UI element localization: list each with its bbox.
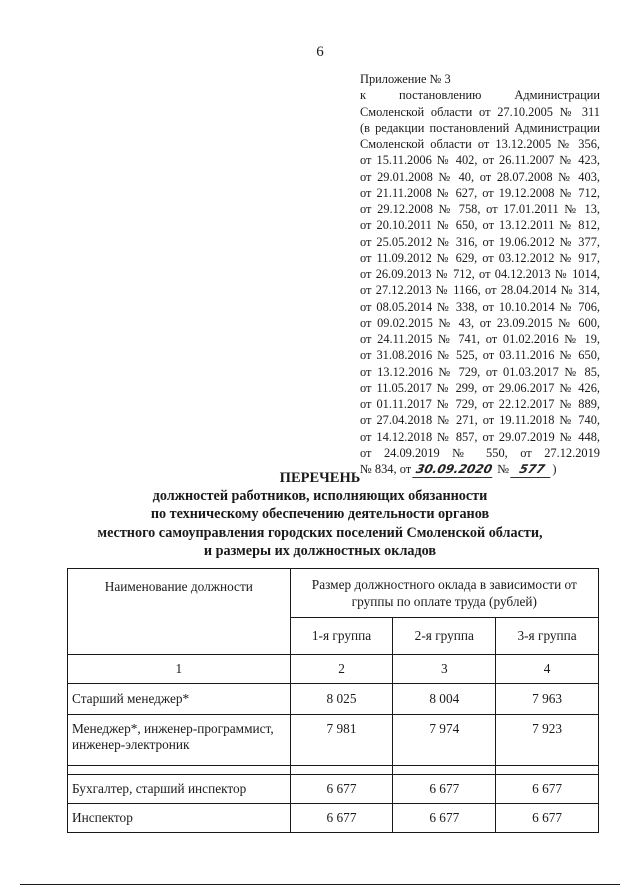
appendix-line: от 11.05.2017 № 299, от 29.06.2017 № 426,: [360, 380, 600, 395]
salary-value: 7 974: [393, 715, 496, 766]
header-position-name: Наименование должности: [68, 569, 291, 655]
table-spacer-row: [68, 766, 599, 775]
appendix-line: от 27.12.2013 № 1166, от 28.04.2014 № 314,: [360, 283, 600, 298]
handwritten-number: 577: [510, 461, 554, 478]
column-number: 2: [290, 655, 393, 684]
appendix-line: от 31.08.2016 № 525, от 03.11.2016 № 650,: [360, 348, 600, 363]
page-bottom-rule: [20, 884, 620, 885]
salary-value: 6 677: [496, 804, 599, 833]
appendix-line: от 11.09.2012 № 629, от 03.12.2012 № 917,: [360, 250, 600, 265]
group-3-header: 3-я группа: [496, 618, 599, 655]
column-number: 1: [68, 655, 291, 684]
header-salary-by-group: Размер должностного оклада в зависимости от группы по оплате труда (рублей): [290, 569, 598, 618]
title-line: должностей работников, исполняющих обязанности: [152, 488, 488, 505]
appendix-line: Смоленской области от 13.12.2005 № 356,: [360, 137, 600, 151]
final-prefix: № 834, от: [360, 462, 412, 476]
salary-value: 7 981: [290, 715, 393, 766]
column-number: 4: [496, 655, 599, 684]
table-row: [68, 775, 599, 804]
title-line: местного самоуправления городских поселений Смоленской области,: [97, 524, 543, 541]
appendix-line: от 26.09.2013 № 712, от 04.12.2013 № 1014,: [360, 267, 600, 281]
title-line: по техническому обеспечению деятельности органов: [150, 506, 490, 523]
handwritten-date: 30.09.2020: [412, 461, 496, 478]
appendix-line: Смоленской области от 27.10.2005 № 311: [360, 104, 600, 119]
page-number: 6: [316, 44, 324, 60]
document-title: [0, 469, 640, 560]
appendix-line: от 13.12.2016 № 729, от 01.03.2017 № 85,: [360, 364, 600, 379]
salary-value: 8 025: [290, 684, 393, 715]
salary-value: 7 923: [496, 715, 599, 766]
salary-value: 6 677: [496, 775, 599, 804]
table-row: [68, 684, 599, 715]
appendix-line: к постановлению Администрации: [360, 88, 600, 103]
appendix-line: от 08.05.2014 № 338, от 10.10.2014 № 706,: [360, 299, 600, 314]
group-2-header: 2-я группа: [393, 618, 496, 655]
final-suffix: ): [552, 462, 557, 476]
position-name: Менеджер*, инженер-программист, инженер-электроник: [68, 715, 291, 766]
position-name: Бухгалтер, старший инспектор: [68, 775, 291, 804]
salary-value: 6 677: [290, 804, 393, 833]
table-row: [68, 804, 599, 833]
table-row: [68, 715, 599, 766]
appendix-line: от 25.05.2012 № 316, от 19.06.2012 № 377,: [360, 234, 600, 249]
salary-value: 8 004: [393, 684, 496, 715]
appendix-line: от 24.11.2015 № 741, от 01.02.2016 № 19,: [360, 332, 600, 346]
title-main: ПЕРЕЧЕНЬ: [279, 470, 361, 486]
column-number: 3: [393, 655, 496, 684]
position-name: Старший менеджер*: [68, 684, 291, 715]
appendix-line: от 24.09.2019 № 550, от 27.12.2019: [360, 445, 600, 460]
appendix-line: от 20.10.2011 № 650, от 13.12.2011 № 812,: [360, 218, 600, 233]
appendix-line: от 01.11.2017 № 729, от 22.12.2017 № 889,: [360, 397, 600, 411]
column-numbers-row: [68, 655, 599, 684]
group-1-header: 1-я группа: [290, 618, 393, 655]
title-line: и размеры их должностных окладов: [203, 542, 437, 559]
appendix-line: от 29.12.2008 № 758, от 17.01.2011 № 13,: [360, 202, 600, 216]
appendix-line: от 27.04.2018 № 271, от 19.11.2018 № 740,: [360, 413, 600, 428]
appendix-line: от 09.02.2015 № 43, от 23.09.2015 № 600,: [360, 315, 600, 330]
table-header-row: [68, 569, 599, 618]
appendix-line: (в редакции постановлений Администрации: [360, 120, 600, 135]
salary-table: [67, 568, 599, 833]
position-name: Инспектор: [68, 804, 291, 833]
appendix-header: [360, 71, 600, 478]
appendix-line: Приложение № 3: [360, 72, 451, 86]
salary-value: 6 677: [290, 775, 393, 804]
appendix-line: от 14.12.2018 № 857, от 29.07.2019 № 448,: [360, 429, 600, 444]
final-no-label: №: [497, 462, 510, 476]
salary-value: 6 677: [393, 775, 496, 804]
appendix-line: от 15.11.2006 № 402, от 26.11.2007 № 423,: [360, 153, 600, 168]
appendix-line: от 29.01.2008 № 40, от 28.07.2008 № 403,: [360, 169, 600, 184]
salary-value: 6 677: [393, 804, 496, 833]
appendix-line: от 21.11.2008 № 627, от 19.12.2008 № 712,: [360, 185, 600, 200]
salary-value: 7 963: [496, 684, 599, 715]
